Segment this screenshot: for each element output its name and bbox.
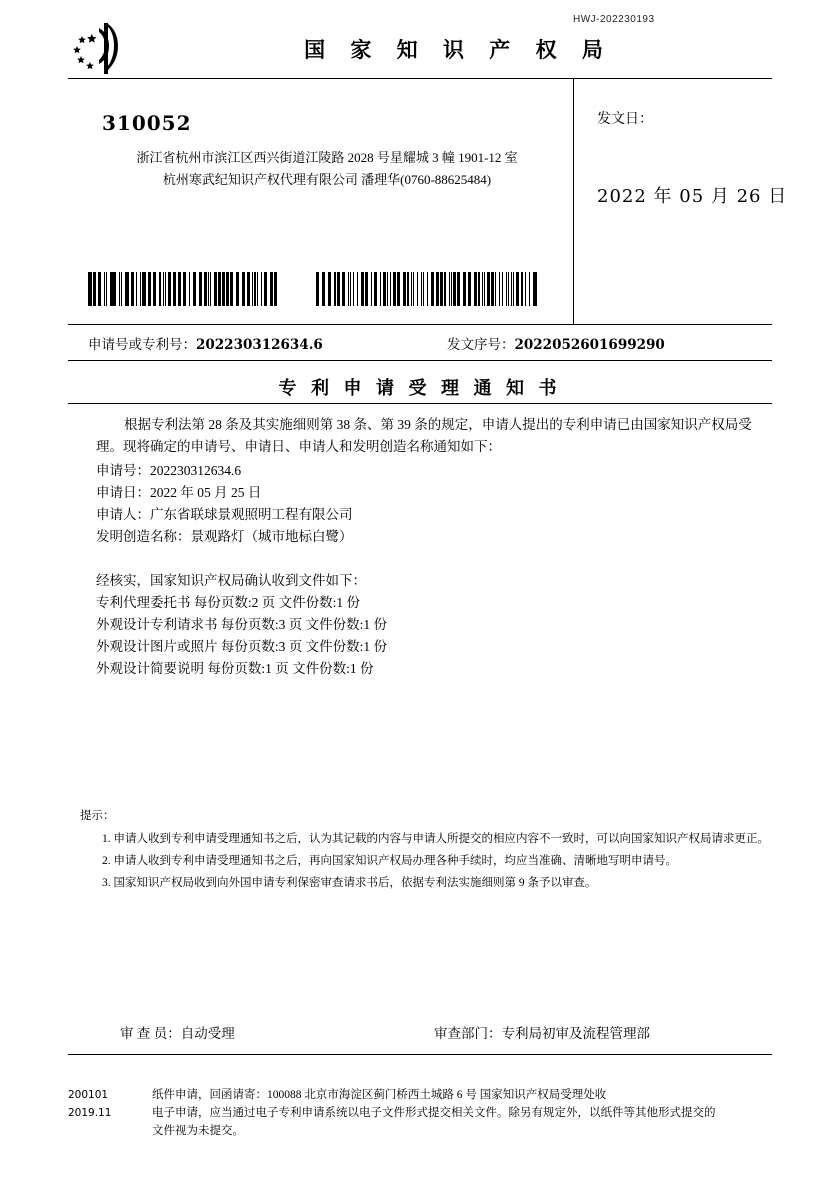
department-value: 专利局初审及流程管理部 bbox=[501, 1026, 650, 1041]
national-emblem-icon bbox=[68, 22, 130, 76]
document-reference-id: HWJ-202230193 bbox=[573, 14, 655, 25]
department-field bbox=[434, 1022, 650, 1042]
examiner-label: 审 查 员： bbox=[120, 1026, 181, 1041]
reference-row bbox=[68, 324, 772, 360]
serial-number-label: 发文序号： bbox=[447, 337, 515, 352]
list-item: 3. 国家知识产权局收到向外国申请专利保密审查请求书后，依据专利法实施细则第 9 条予以审查。 bbox=[102, 877, 597, 889]
footer-codes bbox=[68, 1086, 138, 1122]
list-item: 1. 申请人收到专利申请受理通知书之后，认为其记载的内容与申请人所提交的相应内容不一致时，可以向国家知识产权局请求更正。 bbox=[102, 833, 769, 845]
received-documents-list bbox=[68, 570, 772, 680]
list-item: 外观设计专利请求书 每份页数:3 页 文件份数:1 份 bbox=[96, 617, 388, 632]
footer-text bbox=[152, 1086, 772, 1140]
tips-heading: 提示： bbox=[80, 810, 115, 822]
examiner-field bbox=[120, 1022, 235, 1042]
postal-code: 310052 bbox=[102, 111, 192, 135]
body-paragraph-1: 根据专利法第 28 条及其实施细则第 38 条、第 39 条的规定，申请人提出的专利申请已由国家知识产权局受理。现将确定的申请号、申请日、申请人和发明创造名称通知如下： bbox=[96, 417, 752, 454]
document-body bbox=[68, 414, 772, 680]
list-item: 发明创造名称：景观路灯（城市地标白鹭） bbox=[96, 529, 353, 544]
serial-number-value: 2022052601699290 bbox=[514, 337, 665, 353]
body-paragraph-2: 经核实，国家知识产权局确认收到文件如下： bbox=[96, 573, 366, 588]
footer-code-1: 200101 bbox=[68, 1089, 109, 1101]
address-line-1: 浙江省杭州市滨江区西兴街道江陵路 2028 号星耀城 3 幢 1901-12 室 bbox=[136, 150, 518, 165]
department-label: 审查部门： bbox=[434, 1026, 502, 1041]
section-divider-2 bbox=[68, 360, 772, 361]
examiner-value: 自动受理 bbox=[180, 1026, 235, 1041]
list-item: 申请人：广东省联球景观照明工程有限公司 bbox=[96, 507, 353, 522]
footer-line-2: 电子申请，应当通过电子专利申请系统以电子文件形式提交相关文件。除另有规定外，以纸件等其他形式提交的 bbox=[152, 1107, 716, 1119]
serial-number bbox=[447, 333, 665, 353]
application-number bbox=[88, 333, 323, 353]
list-item: 2. 申请人收到专利申请受理通知书之后，再向国家知识产权局办理各种手续时，均应当准确、清晰地写明申请号。 bbox=[102, 855, 677, 867]
footer-code-2: 2019.11 bbox=[68, 1107, 112, 1119]
list-item: 专利代理委托书 每份页数:2 页 文件份数:1 份 bbox=[96, 595, 361, 610]
list-item: 外观设计简要说明 每份页数:1 页 文件份数:1 份 bbox=[96, 661, 374, 676]
footer-divider bbox=[68, 1054, 772, 1055]
address-line-2: 杭州寒武纪知识产权代理有限公司 潘理华(0760-88625484) bbox=[162, 172, 492, 187]
organization-title: 国 家 知 识 产 权 局 bbox=[304, 37, 612, 62]
issue-date-label: 发文日： bbox=[597, 112, 653, 127]
tips-section bbox=[80, 806, 770, 895]
application-number-value: 202230312634.6 bbox=[196, 337, 323, 353]
list-item: 外观设计图片或照片 每份页数:3 页 文件份数:1 份 bbox=[96, 639, 388, 654]
application-info-list bbox=[68, 460, 772, 548]
body-spacer bbox=[68, 548, 772, 570]
barcode-serial-number bbox=[316, 272, 540, 306]
section-divider-3 bbox=[68, 403, 772, 404]
footer-line-3: 文件视为未提交。 bbox=[152, 1125, 244, 1137]
issue-date-value: 2022 年 05 月 26 日 bbox=[597, 186, 788, 207]
tips-list bbox=[80, 829, 770, 894]
footer-line-1: 纸件申请，回函请寄：100088 北京市海淀区蓟门桥西土城路 6 号 国家知识产权局受理处收 bbox=[152, 1089, 607, 1101]
application-number-label: 申请号或专利号： bbox=[88, 337, 196, 352]
page-title: 专 利 申 请 受 理 通 知 书 bbox=[278, 378, 562, 398]
list-item: 申请号：202230312634.6 bbox=[96, 463, 242, 478]
list-item: 申请日：2022 年 05 月 25 日 bbox=[96, 485, 262, 500]
barcode-application-number bbox=[88, 272, 280, 306]
document-header bbox=[68, 22, 772, 76]
